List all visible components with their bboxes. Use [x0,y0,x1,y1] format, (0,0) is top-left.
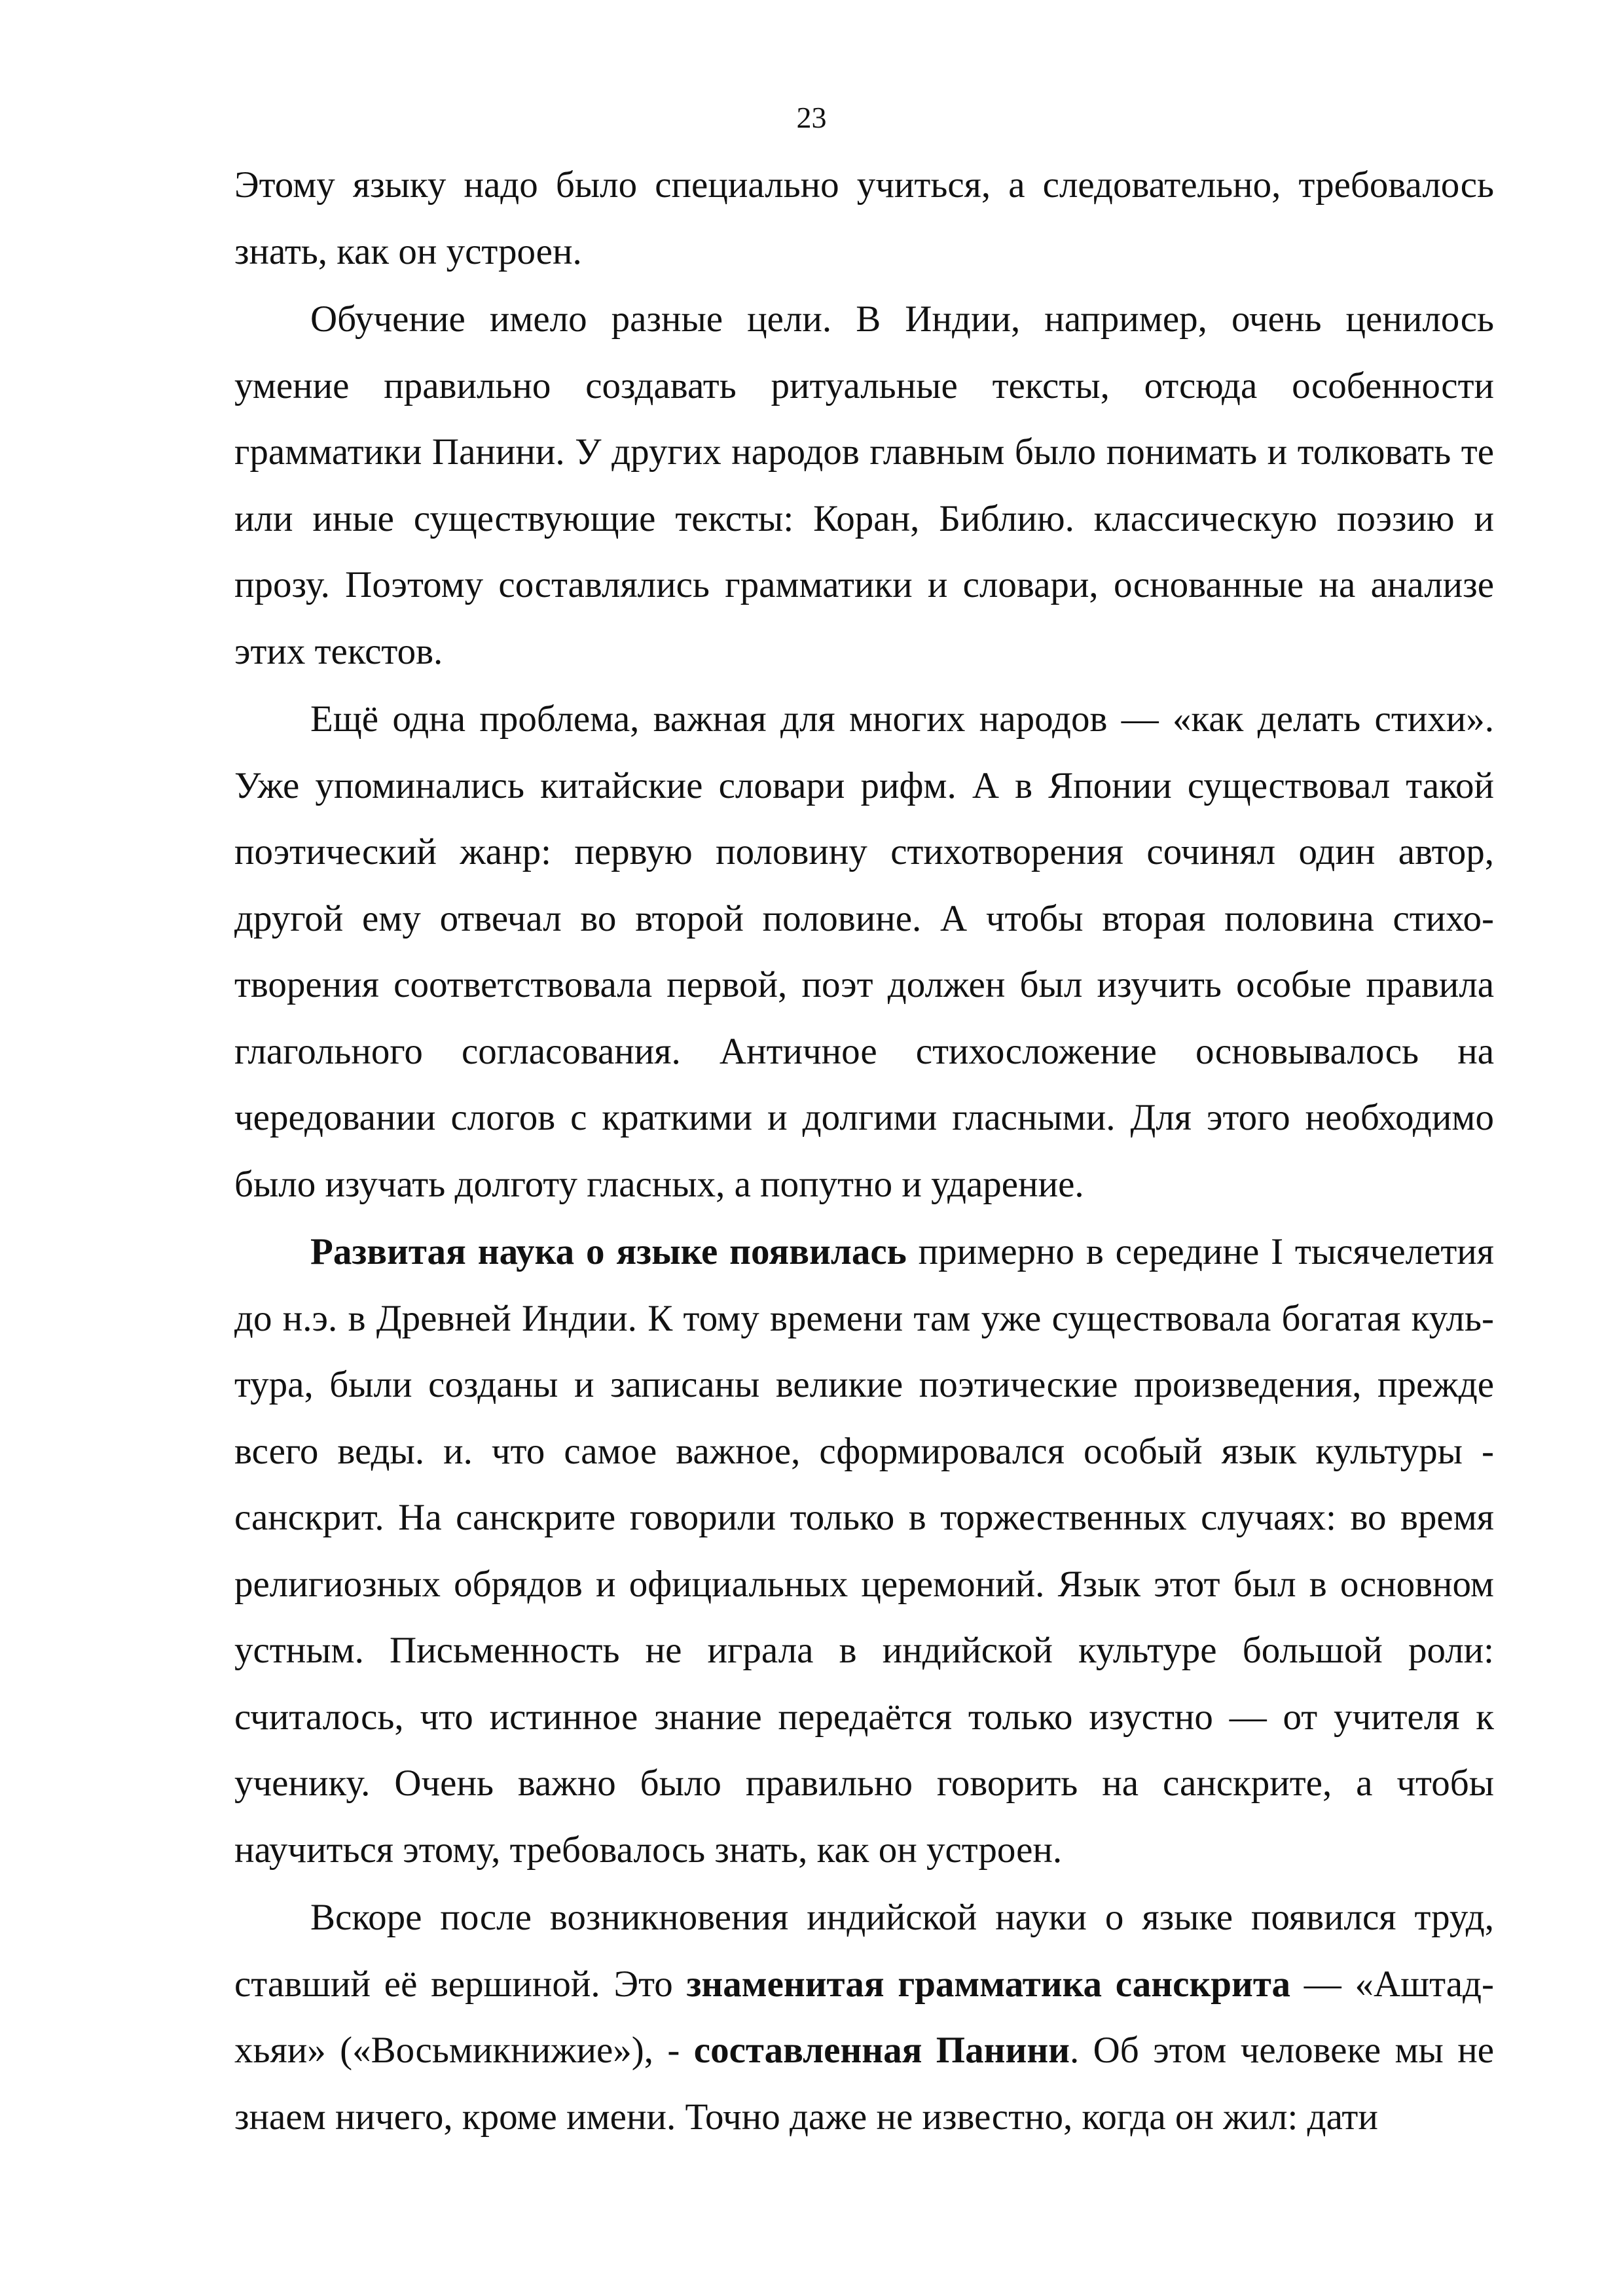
paragraph-4 [234,1219,1494,1883]
paragraph-5-text-b: — «Аштадхьяи» («Восьмикнижие»), - [234,1963,1495,2071]
paragraph-5-text-a: Вскоре после возникновения индийской науки о языке появился труд, ставший её вершиной. Это [234,1897,1494,2005]
paragraph-2 [234,286,1494,685]
paragraph-3-text: Ещё одна проблема, важная для многих народов — «как делать стихи». Уже упоминались китайские словари рифм. А в Японии существовал такой поэтический жанр: первую половину стихотворения сочинял один автор, другой ему отвечал во второй половине. А чтобы вторая половина стихотворения соответствовала первой, поэт должен был изучить особые правила глагольного согласования. Античное стихосложение основывалось на чередовании слогов с краткими и долгими гласными. Для этого необходимо было изучать долготу гласных, а попутно и ударение. [234,698,1494,1205]
paragraph-3 [234,686,1494,1217]
page-number: 23 [796,101,827,134]
paragraph-1 [234,152,1494,285]
body-text [234,152,1494,2150]
paragraph-5-bold-panini: составленная Панини [693,2030,1070,2071]
paragraph-1-text: Этому языку надо было специально учиться, а следовательно, требовалось знать, как он устроен. [234,164,1494,272]
paragraph-4-bold-heading: Развитая наука о языке появилась [310,1231,907,1272]
paragraph-5-text-c: . Об этом человеке мы не знаем ничего, кроме имени. Точно даже не известно, когда он жил: дати [234,2030,1494,2138]
paragraph-4-text: примерно в середине I тысячелетия до н.э. в Древней Индии. К тому времени там уже существовала богатая культура, были созданы и записаны великие поэтические произведения, прежде всего веды. и. что самое важное, сформировался особый язык культуры - санскрит. На санскрите говорили только в торжественных случаях: во время религиозных обрядов и официальных церемоний. Язык этот был в основном устным. Письменность не играла в индийской культуре большой роли: считалось, что истинное знание передаётся только изустно — от учителя к ученику. Очень важно было правильно говорить на санскрите, а чтобы научиться этому, требовалось знать, как он устроен. [234,1231,1494,1871]
paragraph-5-bold-grammar: знаменитая грамматика санскрита [686,1963,1291,2005]
paragraph-5 [234,1884,1494,2150]
paragraph-2-text: Обучение имело разные цели. В Индии, например, очень ценилось умение правильно создавать ритуальные тексты, отсюда особенности грамматики Панини. У других народов главным было понимать и толковать те или иные существующие тексты: Коран, Библию. классическую поэзию и прозу. Поэтому составлялись грамматики и словари, основанные на анализе этих текстов. [234,298,1494,672]
